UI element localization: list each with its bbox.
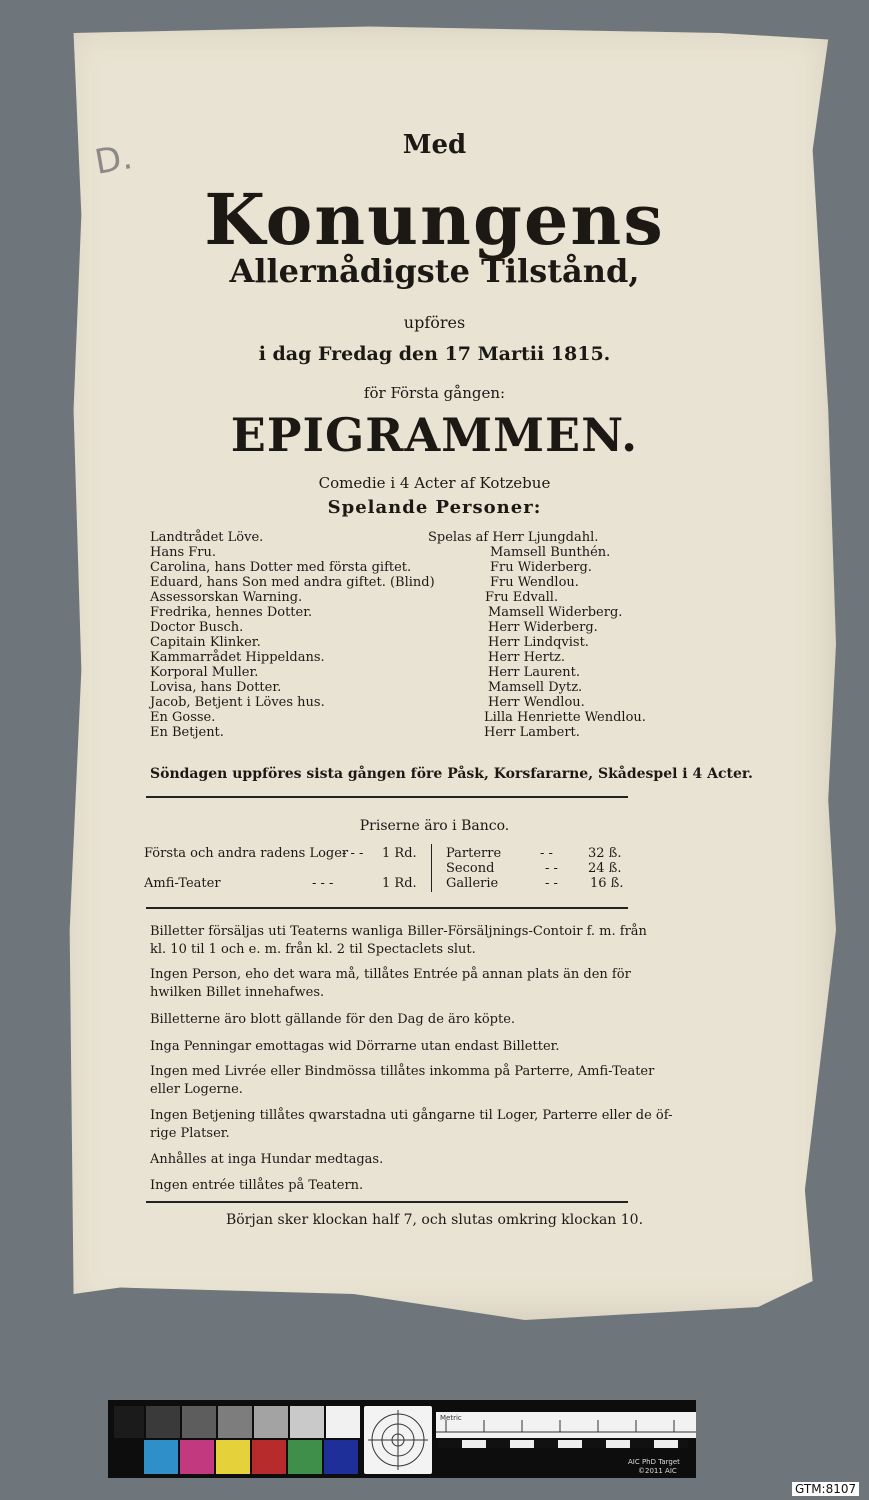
notice-line: kl. 10 til 1 och e. m. från kl. 2 til Spectaclets slut. <box>150 942 476 957</box>
cast-actor: Mamsell Widerberg. <box>488 605 623 620</box>
cast-role: Capitain Klinker. <box>150 635 261 650</box>
color-patch <box>324 1440 358 1474</box>
color-patch <box>252 1440 286 1474</box>
notice-line: Billetter försäljas uti Teaterns wanliga Biller-Försäljnings-Contoir f. m. från <box>150 924 647 939</box>
cast-heading: Spelande Personer: <box>327 497 542 518</box>
handwritten-mark: D. <box>91 137 136 183</box>
cast-actor: Herr Widerberg. <box>488 620 598 635</box>
cast-actor: Herr Hertz. <box>488 650 566 665</box>
price-value: 24 ß. <box>588 861 622 876</box>
notice-line: Ingen Betjening tillåtes qwarstadna uti gångarne til Loger, Parterre eller de öf- <box>150 1108 673 1123</box>
color-patch <box>180 1440 214 1474</box>
crosshair-icon <box>364 1406 432 1474</box>
prices-title: Priserne äro i Banco. <box>359 818 510 834</box>
cast-role: Jacob, Betjent i Löves hus. <box>150 695 325 710</box>
cast-actor: Herr Wendlou. <box>488 695 585 710</box>
notice-line: Inga Penningar emottagas wid Dörrarne utan endast Billetter. <box>150 1039 560 1054</box>
cast-role: Hans Fru. <box>150 545 217 560</box>
performance-date: i dag Fredag den 17 Martii 1815. <box>258 343 611 365</box>
cast-role: Korporal Muller. <box>150 665 259 680</box>
gray-patch <box>218 1406 252 1438</box>
metric-ruler <box>436 1412 696 1438</box>
notice-line: hwilken Billet innehafwes. <box>150 985 325 1000</box>
ruler-bar <box>438 1440 688 1448</box>
cast-role: Fredrika, hennes Dotter. <box>150 605 313 620</box>
price-label: Parterre <box>446 846 502 861</box>
cast-actor: Mamsell Dytz. <box>488 680 583 695</box>
cast-actor: Spelas af Herr Ljungdahl. <box>428 530 599 545</box>
color-patch <box>216 1440 250 1474</box>
gray-patch <box>326 1406 360 1438</box>
heading-med: Med <box>402 130 467 160</box>
cast-actor: Mamsell Bunthén. <box>490 545 611 560</box>
price-label: Första och andra radens Loger <box>144 846 349 861</box>
notice-line: Ingen Person, eho det wara må, tillåtes Entrée på annan plats än den för <box>150 967 631 982</box>
divider <box>146 796 628 798</box>
gray-patch <box>290 1406 324 1438</box>
price-dots: - - <box>545 861 558 876</box>
cast-role: Assessorskan Warning. <box>150 590 303 605</box>
inventory-number: GTM:8107 <box>792 1482 859 1496</box>
price-label: Second <box>446 861 495 876</box>
price-label: Amfi-Teater <box>144 876 221 891</box>
price-dots: - - - <box>342 846 364 861</box>
price-value: 16 ß. <box>590 876 624 891</box>
sunday-note: Söndagen uppföres sista gången före Påsk, Korsfararne, Skådespel i 4 Acter. <box>150 766 753 782</box>
heading-konungens: Konungens <box>204 178 665 261</box>
cast-actor: Herr Laurent. <box>488 665 580 680</box>
color-patch <box>288 1440 322 1474</box>
cast-actor: Fru Widerberg. <box>490 560 592 575</box>
cast-role: Doctor Busch. <box>150 620 244 635</box>
price-dots: - - <box>540 846 553 861</box>
notice-line: Ingen entrée tillåtes på Teatern. <box>150 1178 364 1193</box>
cast-actor: Herr Lindqvist. <box>488 635 589 650</box>
cast-role: Landtrådet Löve. <box>150 530 264 545</box>
cast-role: En Gosse. <box>150 710 216 725</box>
price-dots: - - <box>545 876 558 891</box>
price-value: 1 Rd. <box>382 846 417 861</box>
gray-patch <box>114 1406 144 1438</box>
price-value: 32 ß. <box>588 846 622 861</box>
closing-note: Början sker klockan half 7, och slutas omkring klockan 10. <box>225 1212 644 1228</box>
price-label: Gallerie <box>446 876 499 891</box>
cast-role: Lovisa, hans Dotter. <box>150 680 282 695</box>
divider <box>146 1201 628 1203</box>
color-patch <box>144 1440 178 1474</box>
cast-actor: Herr Lambert. <box>484 725 580 740</box>
notice-line: Ingen med Livrée eller Bindmössa tillåtes inkomma på Parterre, Amfi-Teater <box>150 1064 655 1079</box>
gray-patch <box>146 1406 180 1438</box>
target-label: AIC PhD Target <box>628 1458 680 1466</box>
ruler-ticks <box>436 1412 696 1438</box>
ruler-label: Metric <box>440 1414 462 1422</box>
play-subtitle: Comedie i 4 Acter af Kotzebue <box>318 474 551 492</box>
gray-patch <box>254 1406 288 1438</box>
play-title: EPIGRAMMEN. <box>230 408 639 462</box>
cast-role: Carolina, hans Dotter med första giftet. <box>150 560 412 575</box>
price-dots: - - - <box>312 876 334 891</box>
price-value: 1 Rd. <box>382 876 417 891</box>
heading-upfores: upföres <box>403 313 466 332</box>
focus-target <box>364 1406 432 1474</box>
price-column-divider <box>431 844 432 892</box>
heading-allernadigste: Allernådigste Tilstånd, <box>229 252 640 290</box>
notice-line: rige Platser. <box>150 1126 230 1141</box>
notice-line: Billetterne äro blott gällande för den Dag de äro köpte. <box>150 1012 516 1027</box>
cast-actor: Fru Edvall. <box>485 590 559 605</box>
gray-patch <box>182 1406 216 1438</box>
target-copyright: ©2011 AIC <box>638 1467 677 1475</box>
cast-actor: Lilla Henriette Wendlou. <box>484 710 646 725</box>
first-time-note: för Första gången: <box>363 384 506 402</box>
notice-line: eller Logerne. <box>150 1082 243 1097</box>
cast-actor: Fru Wendlou. <box>490 575 579 590</box>
cast-role: En Betjent. <box>150 725 224 740</box>
divider <box>146 907 628 909</box>
cast-role: Kammarrådet Hippeldans. <box>150 650 325 665</box>
cast-role: Eduard, hans Son med andra giftet. (Blind) <box>150 575 435 590</box>
notice-line: Anhålles at inga Hundar medtagas. <box>150 1152 384 1167</box>
